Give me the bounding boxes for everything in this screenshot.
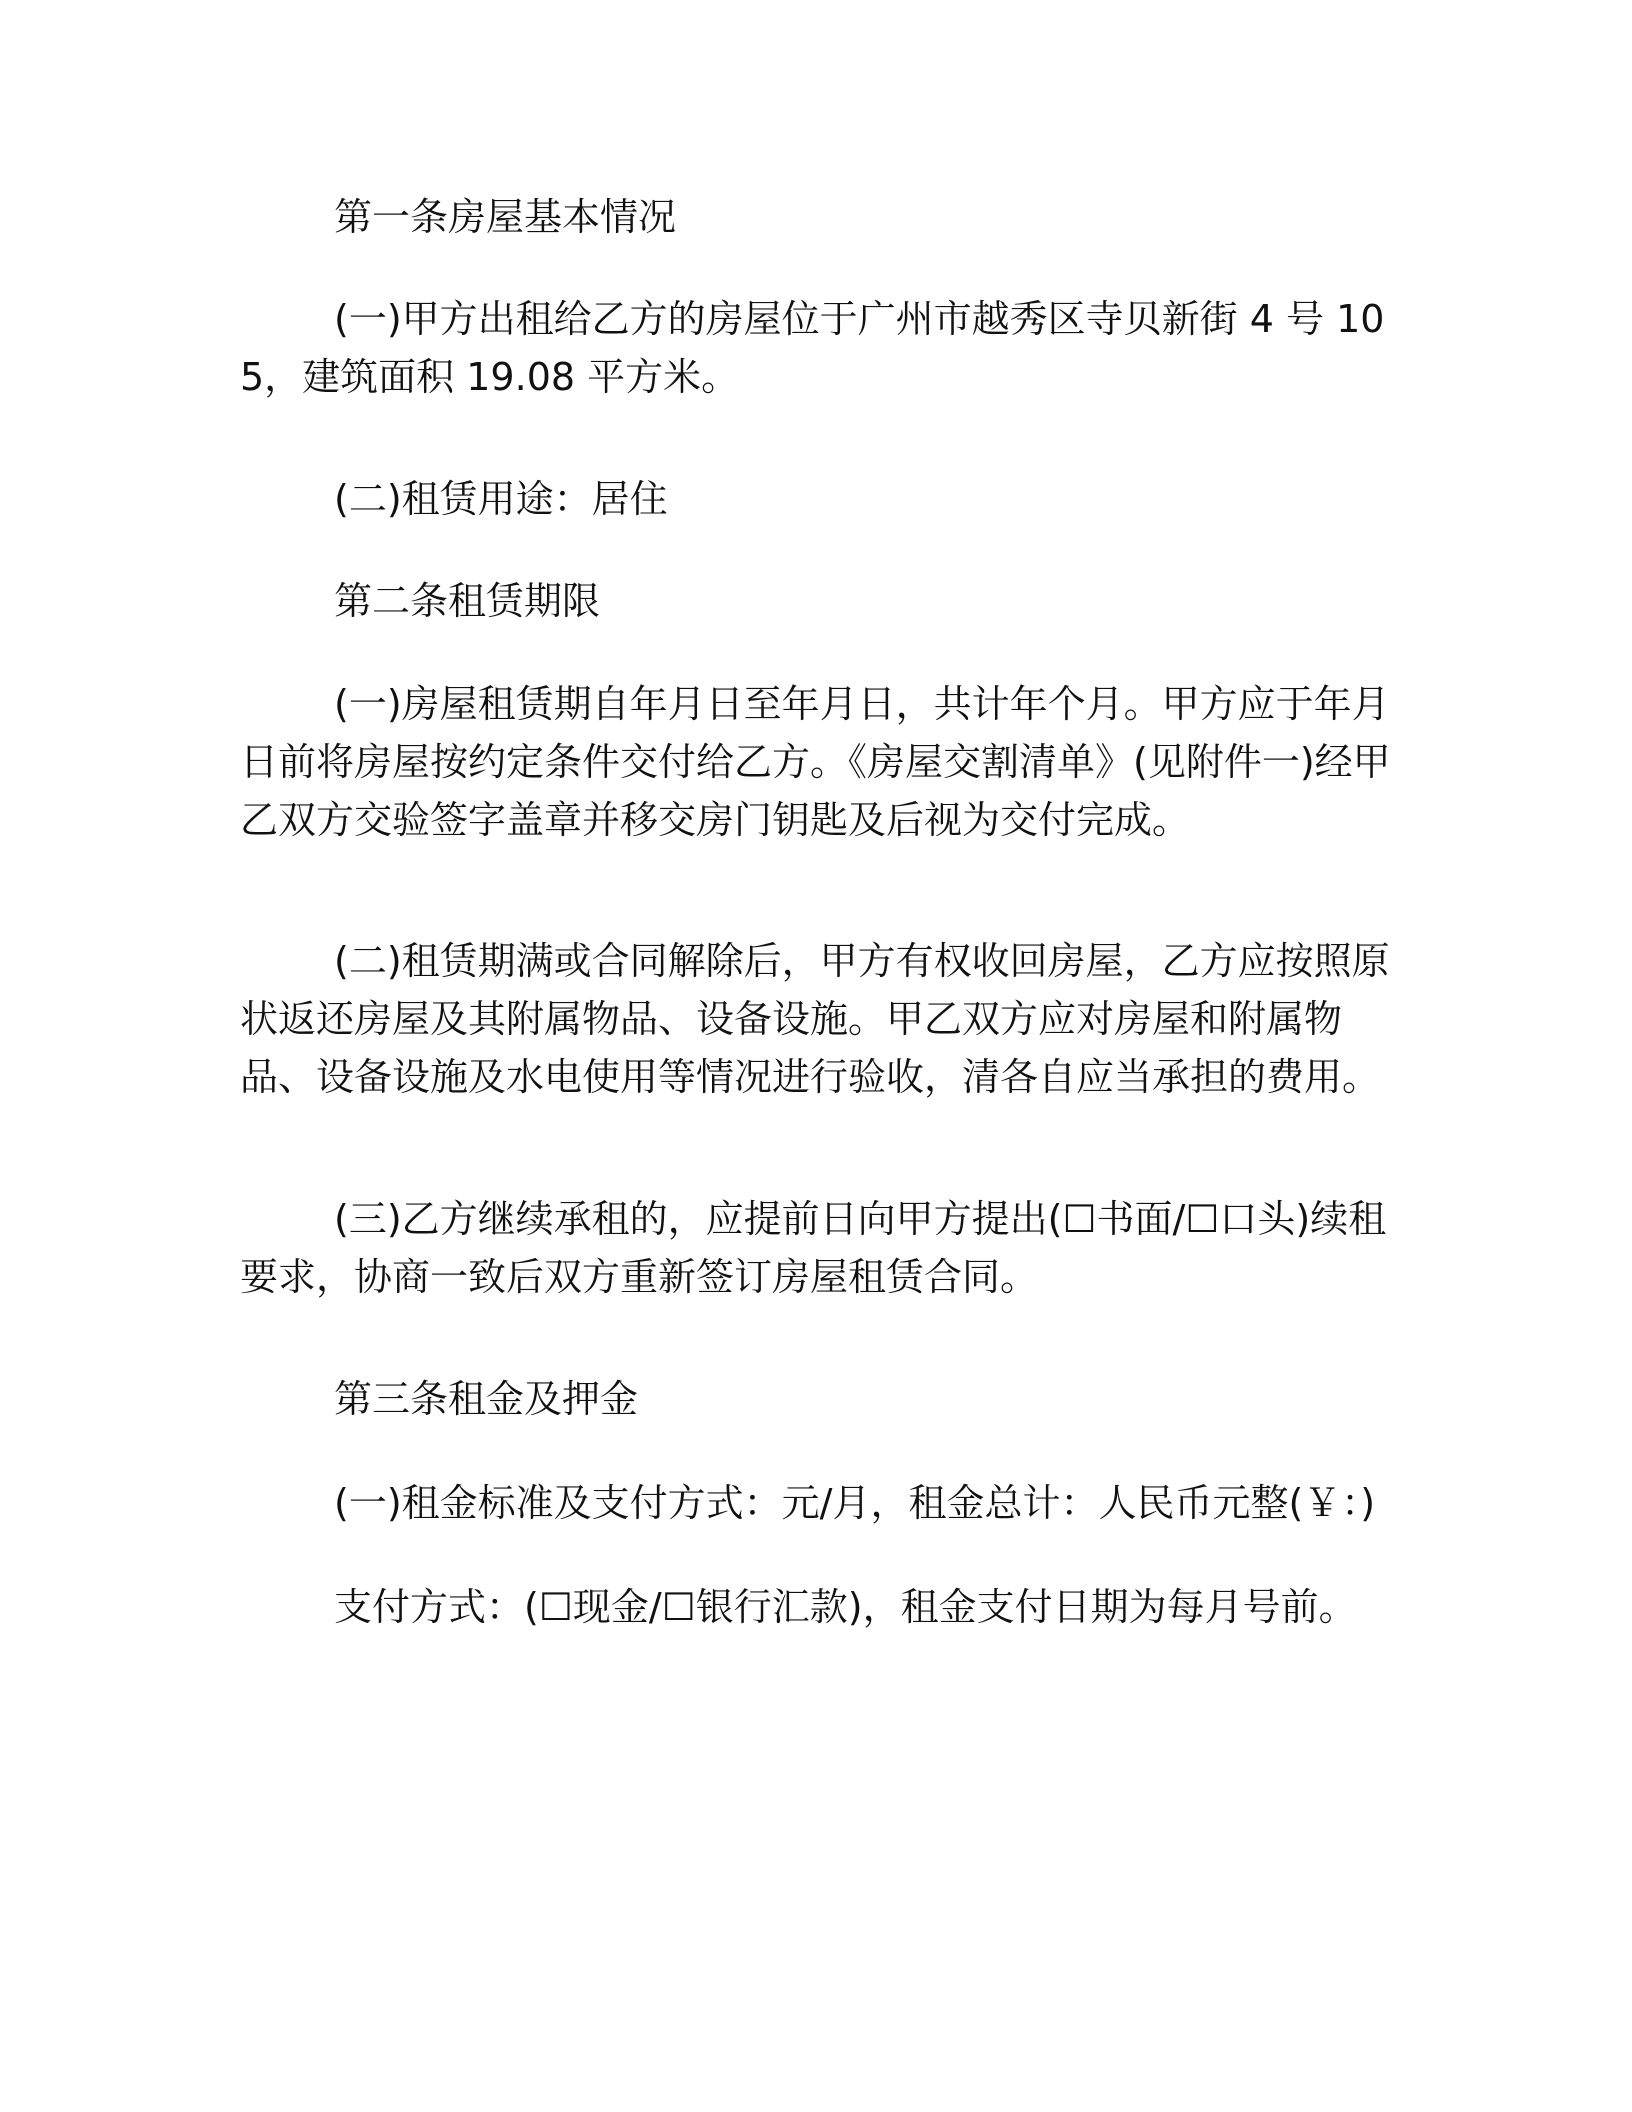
clause-3-1: (一)租金标准及支付方式：元/月，租金总计：人民币元整(￥：) [334, 1481, 1376, 1525]
clause-2-3: (三)乙方继续承租的，应提前日向甲方提出(☐书面/☐口头)续租要求，协商一致后双方重新签订房屋租赁合同。 [240, 1197, 1387, 1299]
payment-method: 支付方式：(☐现金/☐银行汇款)，租金支付日期为每月号前。 [334, 1585, 1357, 1629]
clause-2-1: (一)房屋租赁期自年月日至年月日，共计年个月。甲方应于年月日前将房屋按约定条件交付给乙方。《房屋交割清单》(见附件一)经甲乙双方交验签字盖章并移交房门钥匙及后视为交付完成。 [240, 682, 1391, 842]
clause-1-2: (二)租赁用途：居住 [334, 477, 668, 521]
section-heading-1: 第一条房屋基本情况 [334, 195, 677, 239]
section-heading-3: 第三条租金及押金 [334, 1377, 639, 1421]
section-heading-2: 第二条租赁期限 [334, 579, 601, 623]
clause-1-1: (一)甲方出租给乙方的房屋位于广州市越秀区寺贝新街 4 号 105，建筑面积 19.08 平方米。 [240, 297, 1385, 399]
clause-2-2: (二)租赁期满或合同解除后，甲方有权收回房屋，乙方应按照原状返还房屋及其附属物品、设备设施。甲乙双方应对房屋和附属物品、设备设施及水电使用等情况进行验收，清各自应当承担的费用。 [240, 939, 1390, 1099]
